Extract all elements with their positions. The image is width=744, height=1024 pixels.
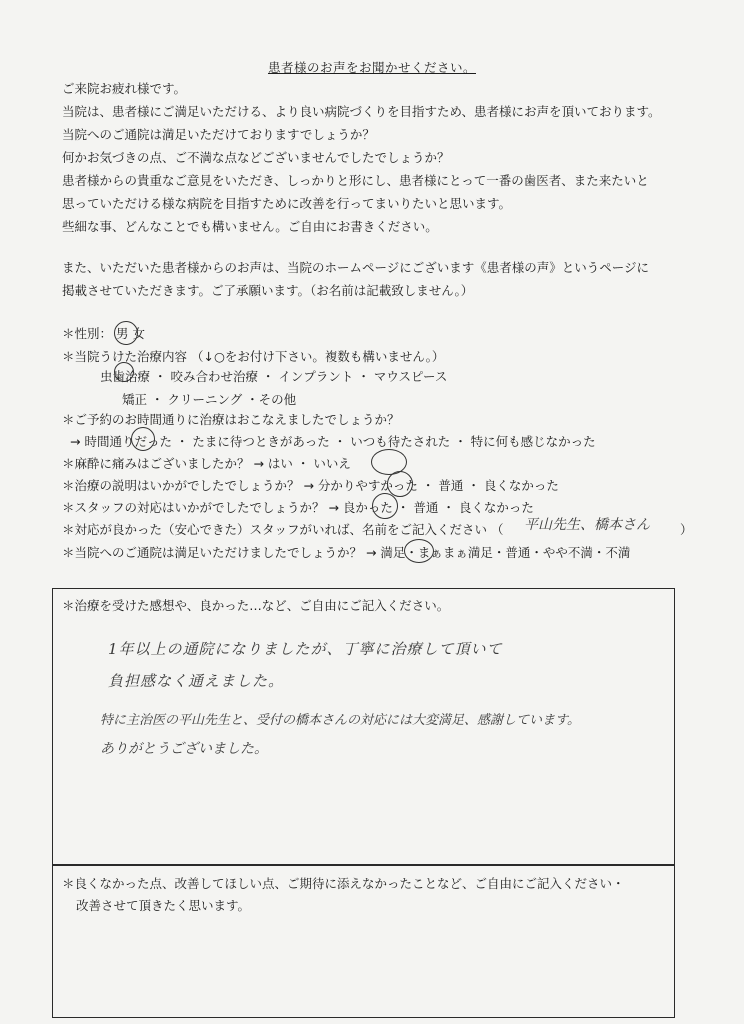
question-time: ＊ご予約のお時間通りに治療はおこなえましたでしょうか？ xyxy=(62,412,400,427)
intro-line: 当院へのご通院は満足いただけておりますでしょうか？ xyxy=(62,127,375,142)
handwritten-comment-line: 特に主治医の平山先生と、受付の橋本さんの対応には大変満足、感謝しています。 xyxy=(100,713,580,728)
intro-line: 思っていただける様な病院を目指すために改善を行ってまいりたいと思います。 xyxy=(62,196,512,211)
treatment-options-row: 矯正 ・ クリーニング ・その他 xyxy=(122,392,297,407)
time-options: → 時間通りだった ・ たまに待つときがあった ・ いつも待たされた ・ 特に何も感じなかった xyxy=(70,434,596,449)
intro-line: 当院は、患者様にご満足いただける、より良い病院づくりを目指すため、患者様にお声を頂いております。 xyxy=(62,104,661,119)
handwritten-comment-line: ありがとうございました。 xyxy=(100,741,268,757)
handwritten-comment-line: 1年以上の通院になりましたが、丁寧に治療して頂いて xyxy=(108,640,503,658)
intro-line: 何かお気づきの点、ご不満な点などございませんでしたでしょうか？ xyxy=(62,150,450,165)
intro-line: ご来院お疲れ様です。 xyxy=(62,81,187,96)
staff-name-close: ） xyxy=(680,522,693,537)
comment-box-label: 改善させて頂きたく思います。 xyxy=(76,898,251,913)
intro-line: 患者様からの貴重なご意見をいただき、しっかりと形にし、患者様にとって一番の歯医者、また来たいと xyxy=(62,173,649,188)
question-anesthesia: ＊麻酔に痛みはございましたか？ → はい ・ いいえ xyxy=(62,456,351,471)
staff-name-handwritten: 平山先生、橋本さん xyxy=(524,517,650,533)
question-staff-name: ＊対応が良かった（安心できた）スタッフがいれば、名前をご記入ください （ xyxy=(62,522,504,537)
comment-box-label: ＊治療を受けた感想や、良かった…など、ご自由にご記入ください。 xyxy=(62,598,450,613)
question-explanation: ＊治療の説明はいかがでしたでしょうか？ → 分かりやすかった ・ 普通 ・ 良くなかった xyxy=(62,478,559,493)
answer-circle-no xyxy=(371,449,407,475)
question-staff: ＊スタッフの対応はいかがでしたでしょうか？ → 良かった ・ 普通 ・ 良くなかった xyxy=(62,500,534,515)
notice-line: 掲載させていただきます。ご了承願います。（お名前は記載致しません。） xyxy=(62,283,474,298)
handwritten-comment-line: 負担感なく通えました。 xyxy=(108,672,285,690)
treatment-options-row: 虫歯治療 ・ 咬み合わせ治療 ・ インプラント ・ マウスピース xyxy=(100,369,448,384)
question-gender: ＊性別： 男 女 xyxy=(62,326,145,341)
notice-line: また、いただいた患者様からのお声は、当院のホームページにございます《患者様の声》というページに xyxy=(62,260,650,275)
intro-line: 些細な事、どんなことでも構いません。ご自由にお書きください。 xyxy=(62,219,438,234)
question-treatment: ＊当院うけた治療内容 （↓○をお付け下さい。複数も構いません。） xyxy=(62,349,445,364)
question-satisfaction: ＊当院へのご通院は満足いただけましたでしょうか？ → 満足・まぁまぁ満足・普通・やや不満・不満 xyxy=(62,545,631,560)
page-title: 患者様のお声をお聞かせください。 xyxy=(267,60,476,75)
comment-box-label: ＊良くなかった点、改善してほしい点、ご期待に添えなかったことなど、ご自由にご記入ください・ xyxy=(62,876,625,891)
